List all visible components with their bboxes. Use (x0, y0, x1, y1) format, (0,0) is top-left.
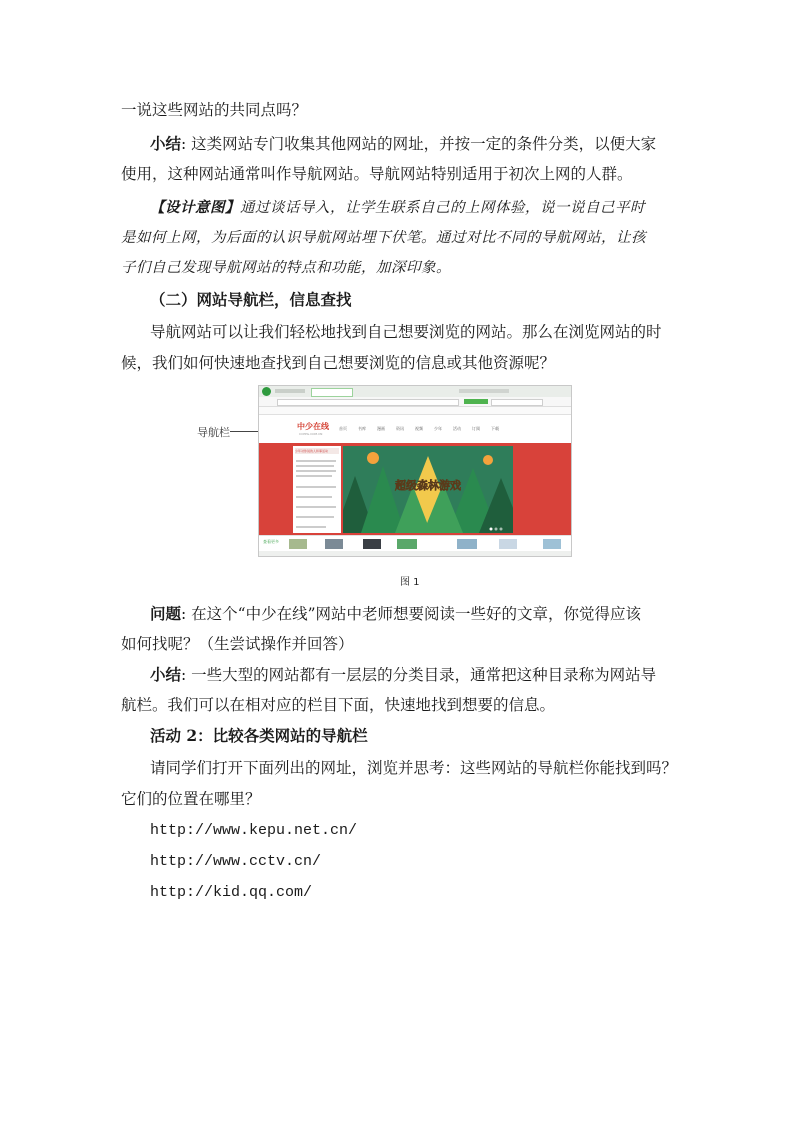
browser-addressbar (259, 397, 571, 407)
sidebar-text-line (296, 506, 336, 508)
sidebar-text-line (296, 470, 336, 472)
site-logo: 中少在线 (297, 422, 329, 431)
url-link[interactable]: http://www.kepu.net.cn/ (150, 822, 358, 839)
summary-2-text: : 一些大型的网站都有一层层的分类目录，通常把这种目录称为网站导 (181, 666, 657, 684)
design-intent-line2: 是如何上网，为后面的认识导航网站埋下伏笔。通过对比不同的导航网站，让孩 (121, 230, 646, 246)
design-intent-text: 通过谈话导入，让学生联系自己的上网体验，说一说自己平时 (240, 200, 645, 216)
question-label: 问题 (150, 604, 182, 623)
nav-item[interactable]: 活动 (453, 426, 461, 431)
question-text: : 在这个“中少在线”网站中老师想要阅读一些好的文章，你觉得应该 (181, 605, 642, 623)
nav-item[interactable]: 首页 (339, 426, 347, 431)
thumb (543, 539, 561, 549)
browser-bookmarks (259, 407, 571, 415)
para-3-line2: 候，我们如何快速地查找到自己想要浏览的信息或其他资源呢？ (121, 354, 556, 372)
question-line2: 如何找呢？（生尝试操作并回答） (121, 635, 354, 653)
site-nav-bar (339, 426, 499, 432)
activity-heading: 活动 2：比较各类网站的导航栏 (150, 726, 368, 745)
thumb (289, 539, 307, 549)
site-bottom-strip (259, 535, 571, 552)
figure-caption: 图 1 (400, 577, 420, 588)
url-link[interactable]: http://kid.qq.com/ (150, 884, 313, 901)
sidebar-text-line (296, 526, 326, 528)
url-link[interactable]: http://www.cctv.cn/ (150, 853, 322, 870)
site-header (259, 415, 571, 443)
summary-2-line1 (150, 665, 656, 685)
banner-title: 超级森林游戏 (395, 479, 461, 492)
thumb (499, 539, 517, 549)
design-intent-line1 (150, 198, 645, 218)
design-intent-label: 【设计意图】 (150, 199, 240, 216)
summary-1-line1 (150, 134, 656, 154)
address-field (277, 399, 459, 406)
nav-item[interactable]: 订阅 (472, 426, 480, 431)
sidebar-text-line (296, 465, 334, 467)
sidebar-text-line (296, 496, 332, 498)
tab-placeholder (275, 389, 305, 393)
site-logo-sub: CCPPG.COM.CN (299, 432, 323, 436)
figure-nav-label: 导航栏 (197, 426, 230, 439)
search-button (464, 399, 488, 404)
active-tab (311, 388, 353, 397)
nav-item[interactable]: 视频 (415, 426, 423, 431)
browser-titlebar (259, 386, 571, 397)
para-continuation: 一说这些网站的共同点吗？ (121, 101, 308, 119)
design-intent-line3: 子们自己发现导航网站的特点和功能，加深印象。 (121, 260, 451, 276)
question-line1 (150, 604, 641, 624)
search-field (491, 399, 543, 406)
thumb (457, 539, 477, 549)
summary-label: 小结 (150, 134, 182, 153)
summary-text: : 这类网站专门收集其他网站的网址，并按一定的条件分类，以便大家 (181, 135, 657, 153)
nav-item[interactable]: 漫画 (377, 426, 385, 431)
summary-2-line2: 航栏。我们可以在相对应的栏目下面，快速地找到想要的信息。 (121, 696, 556, 714)
title-controls (459, 389, 509, 393)
bottom-more-link[interactable]: 查看更多 (263, 539, 279, 544)
para-4-line2: 它们的位置在哪里？ (121, 790, 261, 808)
sidebar-text-line (296, 460, 336, 462)
nav-item[interactable]: 书库 (358, 426, 366, 431)
site-main (259, 443, 571, 535)
section-heading: （二）网站导航栏，信息查找 (150, 290, 352, 309)
sidebar-text-line (296, 516, 334, 518)
sidebar-title: 少年对你说的人和事活动 (295, 448, 339, 454)
forest-banner (343, 446, 513, 533)
summary-1-line2: 使用，这种网站通常叫作导航网站。导航网站特别适用于初次上网的人群。 (121, 165, 633, 183)
thumb (397, 539, 417, 549)
nav-item[interactable]: 资讯 (396, 426, 404, 431)
thumb (325, 539, 343, 549)
browser-statusbar (259, 551, 571, 556)
para-3-line1: 导航网站可以让我们轻松地找到自己想要浏览的网站。那么在浏览网站的时 (150, 323, 662, 341)
browser-logo-icon (262, 387, 271, 396)
sidebar-text-line (296, 486, 336, 488)
thumb (363, 539, 381, 549)
summary-2-label: 小结 (150, 665, 182, 684)
nav-item[interactable]: 少年 (434, 426, 442, 431)
browser-screenshot (258, 385, 572, 557)
sidebar-text-line (296, 475, 332, 477)
para-4-line1: 请同学们打开下面列出的网址，浏览并思考：这些网站的导航栏你能找到吗？ (150, 759, 678, 777)
site-sidebar (293, 446, 341, 533)
nav-item[interactable]: 下载 (491, 426, 499, 431)
